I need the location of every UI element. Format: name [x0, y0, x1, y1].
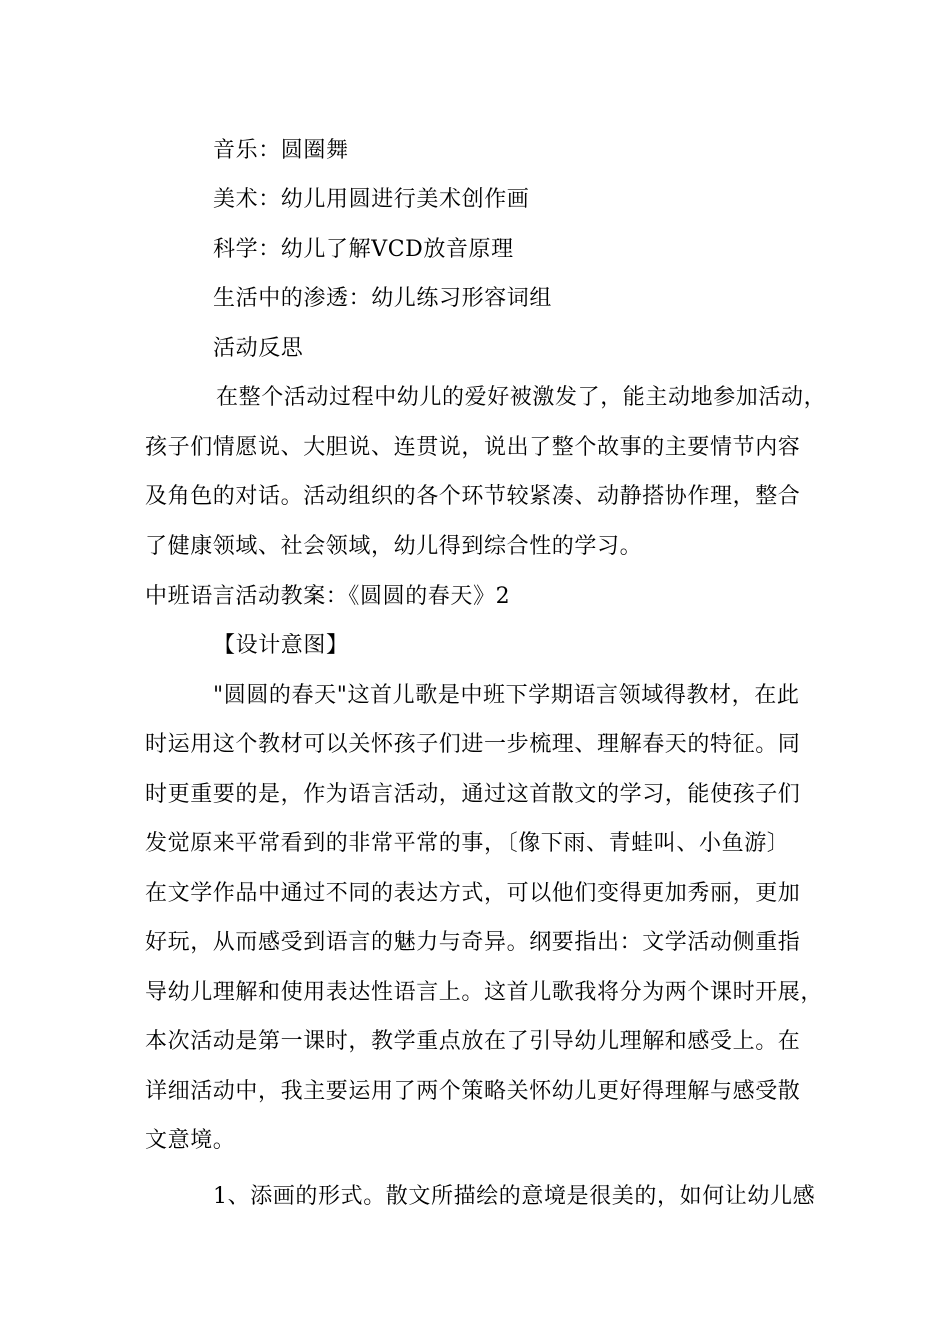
section-heading: 【设计意图】 — [213, 633, 349, 658]
text-line: 音乐：圆圈舞 — [213, 138, 349, 163]
text-line: 科学：幼儿了解VCD放音原理 — [213, 237, 514, 262]
section-heading: 活动反思 — [213, 336, 304, 361]
text-line: 文意境。 — [145, 1128, 236, 1153]
text-line: 时更重要的是，作为语言活动，通过这首散文的学习，能使孩子们 — [145, 782, 801, 807]
text-line: 及角色的对话。活动组织的各个环节较紧凑、动静搭协作理，整合 — [145, 484, 801, 509]
text-line: 时运用这个教材可以关怀孩子们进一步梳理、理解春天的特征。同 — [145, 732, 801, 757]
text-line: 孩子们情愿说、大胆说、连贯说，说出了整个故事的主要情节内容 — [145, 435, 801, 460]
text-line: "圆圆的春天"这首儿歌是中班下学期语言领域得教材，在此 — [213, 683, 800, 708]
text-line: 1、添画的形式。散文所描绘的意境是很美的，如何让幼儿感 — [213, 1184, 816, 1209]
text-line: 在整个活动过程中幼儿的爱好被激发了，能主动地参加活动， — [216, 385, 827, 410]
text-line: 好玩，从而感受到语言的魅力与奇异。纲要指出：文学活动侧重指 — [145, 930, 801, 955]
text-line: 了健康领域、社会领域，幼儿得到综合性的学习。 — [145, 534, 643, 559]
text-line: 美术：幼儿用圆进行美术创作画 — [213, 187, 530, 212]
text-line: 生活中的渗透：幼儿练习形容词组 — [213, 286, 553, 311]
text-line: 导幼儿理解和使用表达性语言上。这首儿歌我将分为两个课时开展， — [145, 980, 824, 1005]
text-line: 本次活动是第一课时，教学重点放在了引导幼儿理解和感受上。在 — [145, 1029, 801, 1054]
text-line: 发觉原来平常看到的非常平常的事，〔像下雨、青蛙叫、小鱼游〕 — [145, 831, 790, 856]
text-line: 详细活动中，我主要运用了两个策略关怀幼儿更好得理解与感受散 — [145, 1079, 801, 1104]
text-line: 在文学作品中通过不同的表达方式，可以他们变得更加秀丽，更加 — [145, 881, 801, 906]
document-title: 中班语言活动教案：《圆圆的春天》2 — [145, 584, 511, 609]
